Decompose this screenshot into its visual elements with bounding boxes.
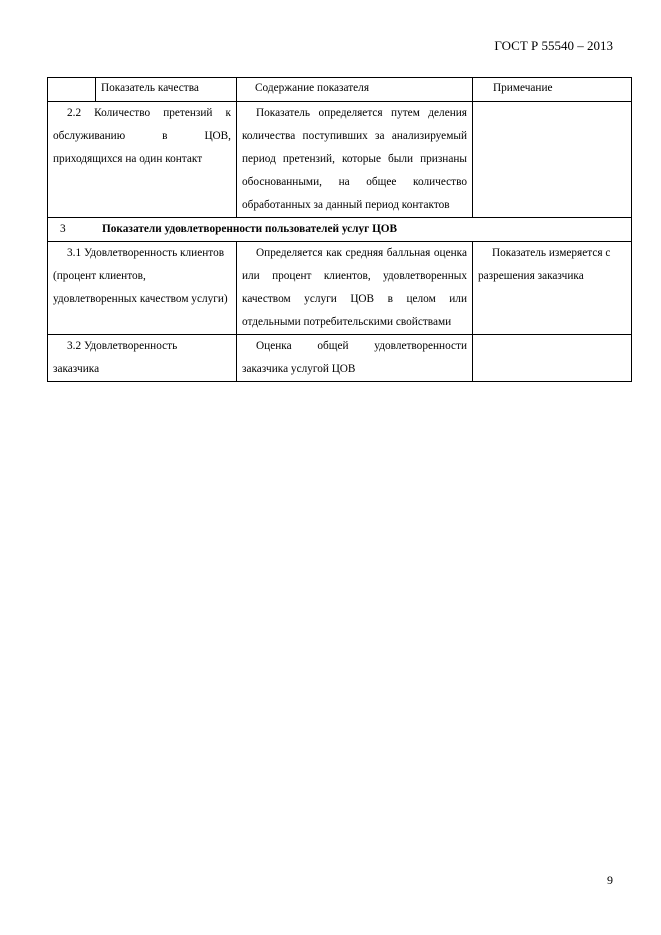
table-row bbox=[48, 102, 632, 218]
content-text: Оценка общей удовлетворенности заказчика услугой ЦОВ bbox=[242, 340, 467, 375]
note-cell bbox=[473, 242, 632, 335]
column-header-content: Содержание показателя bbox=[237, 78, 473, 102]
content-cell bbox=[237, 242, 473, 335]
content-text: Показатель определяется путем деления количества поступивших за анализируемый период претензий, которые были признаны обоснованными, на общее количество обработанных за данный период контактов bbox=[242, 107, 467, 211]
section-cell bbox=[48, 218, 632, 242]
table-row bbox=[48, 242, 632, 335]
column-header-indicator: Показатель качества bbox=[96, 78, 237, 102]
quality-indicators-table bbox=[47, 77, 632, 382]
content-cell bbox=[237, 102, 473, 218]
section-row bbox=[48, 218, 632, 242]
indicator-cell bbox=[48, 335, 237, 382]
note-cell bbox=[473, 102, 632, 218]
note-cell bbox=[473, 335, 632, 382]
content-text: Определяется как средняя балльная оценка или процент клиентов, удовлетворенных качеством услуги ЦОВ в целом или отдельными потребительскими свойствами bbox=[242, 247, 467, 328]
indicator-text: 2.2 Количество претензий к обслуживанию в ЦОВ, приходящихся на один контакт bbox=[53, 107, 231, 165]
header-blank-cell bbox=[48, 78, 96, 102]
table-header-row bbox=[48, 78, 632, 102]
indicator-text: 3.2 Удовлетворенность заказчика bbox=[53, 340, 178, 375]
indicator-text: 3.1 Удовлетворенность клиентов (процент клиентов, удовлетворенных качеством услуги) bbox=[53, 247, 228, 305]
section-title: Показатели удовлетворенности пользователей услуг ЦОВ bbox=[102, 223, 398, 235]
table-row bbox=[48, 335, 632, 382]
note-text: Показатель измеряется с разрешения заказчика bbox=[478, 247, 611, 282]
section-number: 3 bbox=[60, 223, 66, 235]
column-header-note: Примечание bbox=[473, 78, 632, 102]
indicator-cell bbox=[48, 242, 237, 335]
indicator-cell bbox=[48, 102, 237, 218]
page-header: ГОСТ Р 55540 – 2013 bbox=[494, 38, 613, 53]
page-number: 9 bbox=[607, 873, 613, 887]
content-cell bbox=[237, 335, 473, 382]
